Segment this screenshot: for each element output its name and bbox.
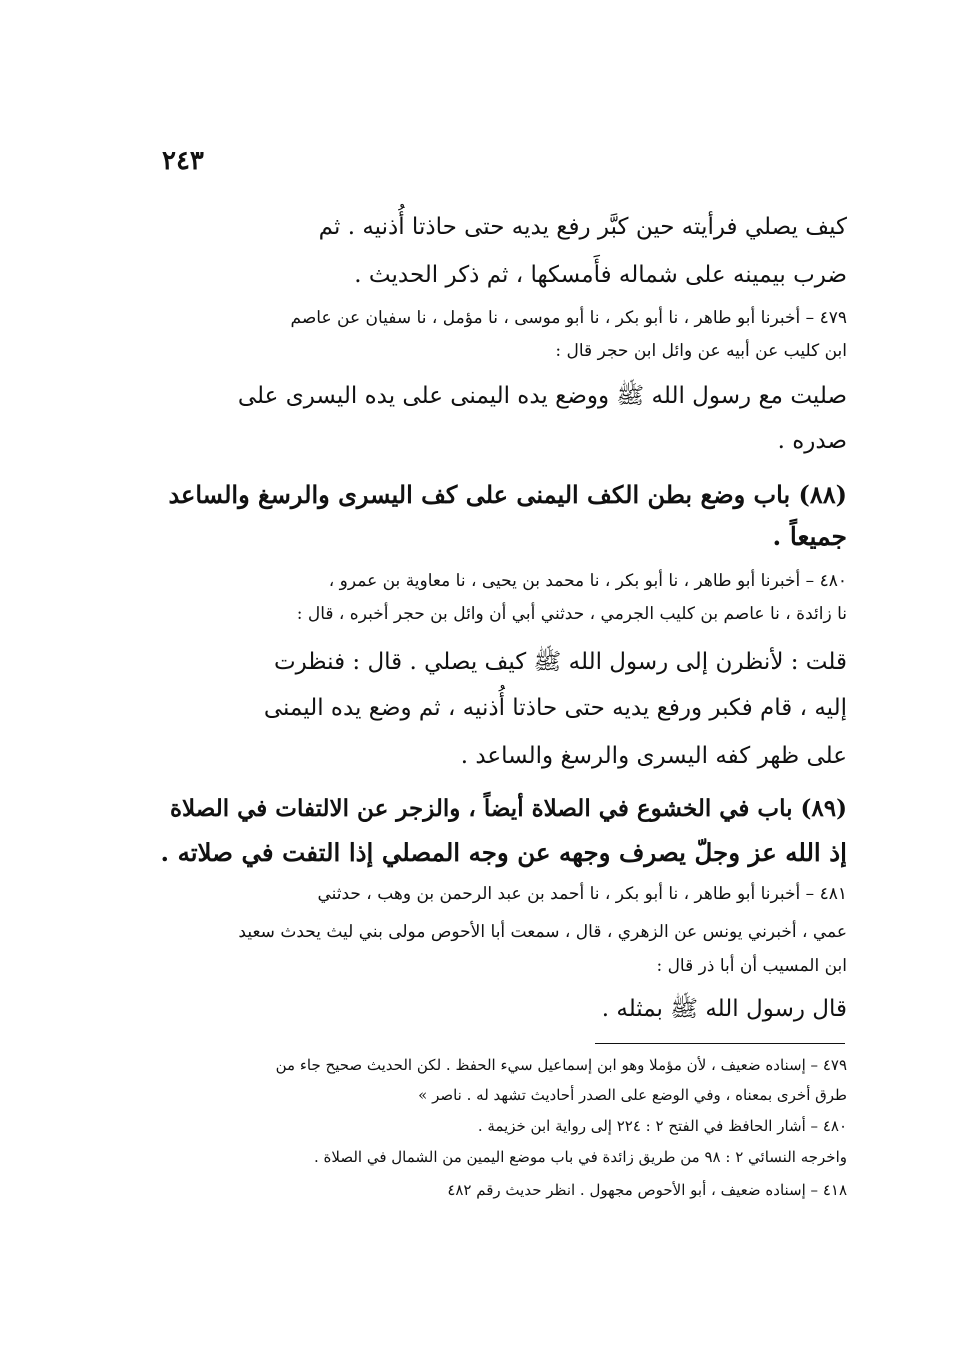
text-line: ضرب بيمينه على شماله فأَمسكها ، ثم ذكر الحديث . xyxy=(354,262,847,288)
text-line: قال رسول الله ﷺ بمثله . xyxy=(601,996,847,1022)
footnote-line: واخرجه النسائي ٢ : ٩٨ من طريق زائدة في باب موضع اليمين من الشمال في الصلاة . xyxy=(313,1148,847,1166)
page-number: ٢٤٣ xyxy=(162,146,204,176)
chapter-heading: جميعاً . xyxy=(772,522,847,551)
isnad-line: ابن كليب عن أبيه عن وائل ابن حجر قال : xyxy=(555,341,847,361)
chapter-heading: (٨٨) باب وضع بطن الكف اليمنى على كف اليسرى والرسغ والساعد xyxy=(168,480,847,509)
chapter-heading: إذ الله عز وجلّ يصرف وجهه عن وجه المصلي إذا التفت في صلاته . xyxy=(160,838,847,867)
isnad-line: عمي ، أخبرني يونس عن الزهري ، قال ، سمعت أبا الأحوص مولى بني ليث يحدث سعيد xyxy=(238,922,847,942)
footnote-line: طرق أخرى بمعناه ، وفي الوضع على الصدر أحاديث تشهد له . ناصر » xyxy=(418,1086,847,1104)
text-line: كيف يصلي فرأيته حين كبَّر رفع يديه حتى حاذتا أُذنيه . ثم xyxy=(318,214,847,240)
isnad-line: ٤٨٠ – أخبرنا أبو طاهر ، نا أبو بكر ، نا محمد بن يحيى ، نا معاوية بن عمرو ، xyxy=(328,571,847,591)
text-line: على ظهر كفه اليسرى والرسغ والساعد . xyxy=(460,743,847,769)
chapter-heading: (٨٩) باب في الخشوع في الصلاة أيضاً ، والزجر عن الالتفات في الصلاة xyxy=(170,795,847,822)
isnad-line: ٤٧٩ – أخبرنا أبو طاهر ، نا أبو بكر ، نا أبو موسى ، نا مؤمل ، نا سفيان عن عاصم xyxy=(290,308,847,328)
text-line: إليه ، قام فكبر ورفع يديه حتى حاذتا أُذنيه ، ثم وضع يده اليمنى xyxy=(263,695,847,721)
isnad-line: ٤٨١ – أخبرنا أبو طاهر ، نا أبو بكر ، نا أحمد بن عبد الرحمن بن وهب ، حدثني xyxy=(317,884,847,904)
text-line: قلت : لأنظرن إلى رسول الله ﷺ كيف يصلي . قال : فنظرت xyxy=(273,649,847,675)
footnote-line: ٤٧٩ – إسناده ضعيف ، لأن مؤملا وهو ابن إسماعيل سيء الحفظ . لكن الحديث صحيح جاء من xyxy=(275,1056,847,1074)
footnote-line: ٤٨٠ – أشار الحافظ في الفتح ٢ : ٢٢٤ إلى رواية ابن خزيمة . xyxy=(477,1117,847,1135)
isnad-line: نا زائدة ، نا عاصم بن كليب الجرمي ، حدثني أبي أن وائل بن حجر أخبره ، قال : xyxy=(296,604,847,624)
isnad-line: ابن المسيب أن أبا ذر قال : xyxy=(656,956,847,976)
text-line: صليت مع رسول الله ﷺ ووضع يده اليمنى على يده اليسرى على xyxy=(237,383,847,409)
text-line: صدره . xyxy=(777,428,847,454)
footnote-divider xyxy=(595,1043,845,1044)
footnote-line: ٤١٨ – إسناده ضعيف ، أبو الأحوص مجهول . انظر حديث رقم ٤٨٢ xyxy=(447,1181,847,1199)
